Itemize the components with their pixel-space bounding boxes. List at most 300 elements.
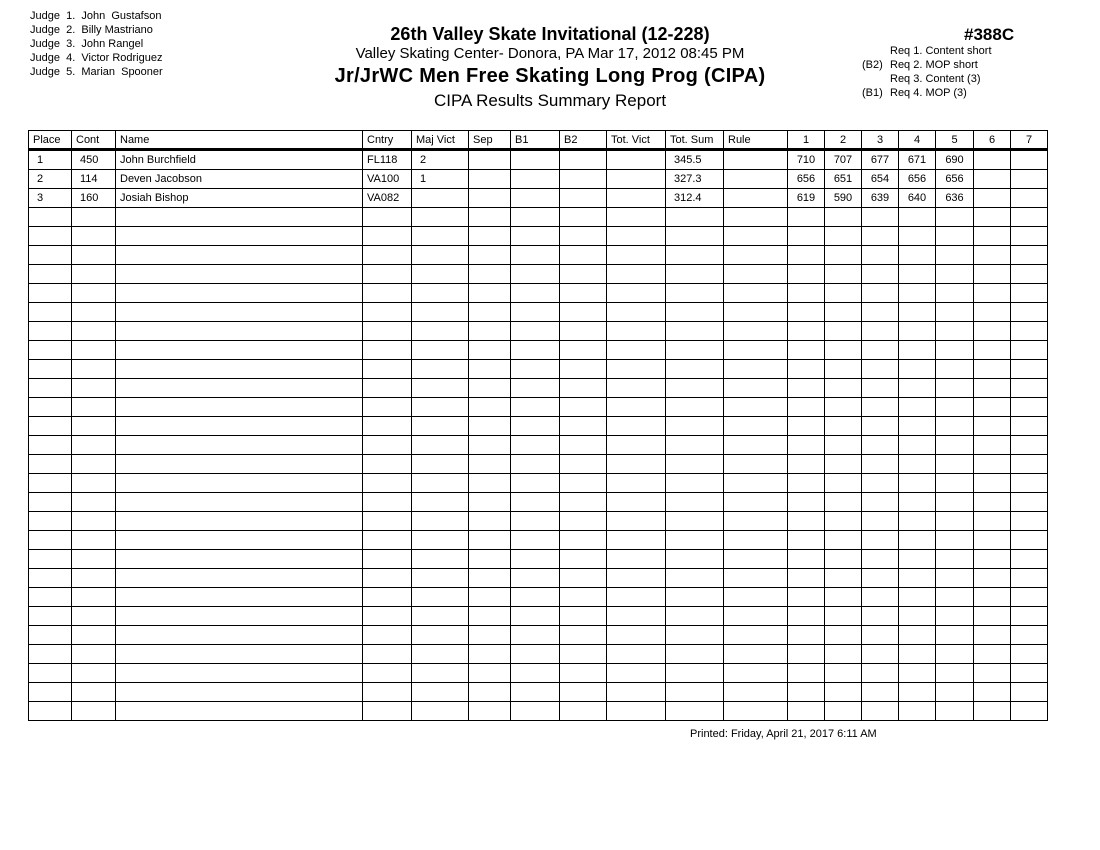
cell-place xyxy=(29,322,72,341)
cell-sep xyxy=(469,170,511,189)
cell-rule xyxy=(724,246,788,265)
cell-cntry xyxy=(363,588,412,607)
requirement-tag: (B1) xyxy=(862,87,883,99)
cell-j4 xyxy=(899,379,936,398)
cell-j1 xyxy=(788,512,825,531)
cell-cntry xyxy=(363,284,412,303)
cell-tot-vict xyxy=(607,246,666,265)
cell-place xyxy=(29,455,72,474)
cell-tot-sum: 345.5 xyxy=(666,150,724,170)
cell-b2 xyxy=(560,417,607,436)
cell-j5 xyxy=(936,303,974,322)
cell-j7 xyxy=(1011,208,1048,227)
cell-j1 xyxy=(788,284,825,303)
cell-maj-vict xyxy=(412,588,469,607)
cell-name xyxy=(116,455,363,474)
cell-j5 xyxy=(936,512,974,531)
cell-tot-vict xyxy=(607,398,666,417)
cell-place xyxy=(29,531,72,550)
cell-rule xyxy=(724,189,788,208)
cell-j5 xyxy=(936,265,974,284)
cell-tot-sum xyxy=(666,436,724,455)
cell-j5 xyxy=(936,664,974,683)
cell-rule xyxy=(724,208,788,227)
cell-cont xyxy=(72,208,116,227)
cell-tot-vict xyxy=(607,645,666,664)
cell-j3 xyxy=(862,455,899,474)
cell-j7 xyxy=(1011,360,1048,379)
cell-j2 xyxy=(825,550,862,569)
cell-j5 xyxy=(936,417,974,436)
cell-rule xyxy=(724,512,788,531)
cell-tot-sum: 327.3 xyxy=(666,170,724,189)
cell-maj-vict xyxy=(412,265,469,284)
cell-name xyxy=(116,436,363,455)
cell-tot-sum xyxy=(666,512,724,531)
cell-maj-vict xyxy=(412,455,469,474)
cell-j4 xyxy=(899,227,936,246)
cell-cont xyxy=(72,379,116,398)
cell-cont xyxy=(72,474,116,493)
cell-maj-vict xyxy=(412,398,469,417)
empty-table-row xyxy=(29,208,1048,227)
cell-cntry xyxy=(363,683,412,702)
cell-j7 xyxy=(1011,607,1048,626)
cell-cont xyxy=(72,303,116,322)
requirement-tag xyxy=(862,44,890,58)
cell-maj-vict xyxy=(412,626,469,645)
cell-j1 xyxy=(788,683,825,702)
col-rule: Rule xyxy=(724,131,788,150)
cell-j7 xyxy=(1011,474,1048,493)
cell-cont xyxy=(72,265,116,284)
cell-place xyxy=(29,284,72,303)
cell-cont xyxy=(72,246,116,265)
empty-table-row xyxy=(29,645,1048,664)
cell-j6 xyxy=(974,683,1011,702)
cell-j1 xyxy=(788,531,825,550)
cell-place xyxy=(29,493,72,512)
cell-cont xyxy=(72,645,116,664)
cell-maj-vict xyxy=(412,322,469,341)
cell-sep xyxy=(469,512,511,531)
cell-j2 xyxy=(825,645,862,664)
cell-rule xyxy=(724,322,788,341)
cell-cntry xyxy=(363,398,412,417)
cell-tot-vict xyxy=(607,150,666,170)
cell-place xyxy=(29,474,72,493)
cell-place xyxy=(29,626,72,645)
cell-tot-vict xyxy=(607,569,666,588)
empty-table-row xyxy=(29,588,1048,607)
cell-j7 xyxy=(1011,150,1048,170)
empty-table-row xyxy=(29,702,1048,721)
cell-j1: 710 xyxy=(788,150,825,170)
cell-place xyxy=(29,569,72,588)
cell-j2 xyxy=(825,588,862,607)
cell-name: Josiah Bishop xyxy=(116,189,363,208)
requirement-tag xyxy=(862,72,890,86)
cell-j3 xyxy=(862,531,899,550)
cell-tot-sum xyxy=(666,341,724,360)
cell-place xyxy=(29,246,72,265)
cell-maj-vict xyxy=(412,645,469,664)
cell-j4 xyxy=(899,303,936,322)
cell-j4 xyxy=(899,360,936,379)
col-judge-7: 7 xyxy=(1011,131,1048,150)
cell-b2 xyxy=(560,208,607,227)
cell-b2 xyxy=(560,284,607,303)
cell-b2 xyxy=(560,664,607,683)
results-table xyxy=(28,130,1048,721)
cell-j3 xyxy=(862,645,899,664)
col-judge-1: 1 xyxy=(788,131,825,150)
category-title: Jr/JrWC Men Free Skating Long Prog (CIPA) xyxy=(334,65,766,87)
cell-j4 xyxy=(899,436,936,455)
cell-j1 xyxy=(788,588,825,607)
cell-j7 xyxy=(1011,379,1048,398)
cell-place xyxy=(29,360,72,379)
cell-maj-vict xyxy=(412,702,469,721)
cell-j4 xyxy=(899,550,936,569)
cell-cntry xyxy=(363,303,412,322)
cell-j7 xyxy=(1011,493,1048,512)
cell-sep xyxy=(469,417,511,436)
cell-tot-vict xyxy=(607,607,666,626)
cell-b1 xyxy=(511,208,560,227)
requirement-1 xyxy=(862,44,992,58)
cell-j7 xyxy=(1011,398,1048,417)
requirement-4 xyxy=(862,86,992,100)
cell-j1 xyxy=(788,265,825,284)
cell-b2 xyxy=(560,645,607,664)
cell-maj-vict xyxy=(412,246,469,265)
cell-tot-sum xyxy=(666,360,724,379)
cell-rule xyxy=(724,455,788,474)
cell-place xyxy=(29,398,72,417)
cell-j2 xyxy=(825,683,862,702)
cell-rule xyxy=(724,436,788,455)
col-judge-4: 4 xyxy=(899,131,936,150)
cell-j3: 654 xyxy=(862,170,899,189)
cell-b2 xyxy=(560,303,607,322)
cell-rule xyxy=(724,170,788,189)
cell-j6 xyxy=(974,322,1011,341)
cell-j1 xyxy=(788,664,825,683)
cell-j6 xyxy=(974,150,1011,170)
cell-sep xyxy=(469,474,511,493)
cell-cont: 450 xyxy=(72,150,116,170)
cell-rule xyxy=(724,569,788,588)
cell-name xyxy=(116,664,363,683)
cell-cont xyxy=(72,455,116,474)
empty-table-row xyxy=(29,436,1048,455)
cell-j1 xyxy=(788,208,825,227)
cell-j6 xyxy=(974,512,1011,531)
cell-sep xyxy=(469,664,511,683)
cell-j5 xyxy=(936,683,974,702)
cell-j6 xyxy=(974,227,1011,246)
cell-cont: 114 xyxy=(72,170,116,189)
cell-sep xyxy=(469,626,511,645)
cell-j2 xyxy=(825,664,862,683)
empty-table-row xyxy=(29,474,1048,493)
cell-tot-vict xyxy=(607,550,666,569)
table-row xyxy=(29,170,1048,189)
cell-b1 xyxy=(511,493,560,512)
cell-place xyxy=(29,550,72,569)
cell-j7 xyxy=(1011,531,1048,550)
cell-cont xyxy=(72,702,116,721)
cell-b2 xyxy=(560,702,607,721)
cell-j6 xyxy=(974,379,1011,398)
cell-b1 xyxy=(511,398,560,417)
judge-2: Judge 2. Billy Mastriano xyxy=(30,24,153,36)
col-tot-sum: Tot. Sum xyxy=(666,131,724,150)
cell-b2 xyxy=(560,170,607,189)
cell-j5 xyxy=(936,645,974,664)
cell-cont xyxy=(72,683,116,702)
cell-j1 xyxy=(788,455,825,474)
cell-name xyxy=(116,569,363,588)
cell-b1 xyxy=(511,170,560,189)
cell-j1 xyxy=(788,702,825,721)
cell-sep xyxy=(469,379,511,398)
cell-j2: 651 xyxy=(825,170,862,189)
cell-tot-vict xyxy=(607,379,666,398)
judge-1: Judge 1. John Gustafson xyxy=(30,10,162,22)
cell-j7 xyxy=(1011,227,1048,246)
cell-rule xyxy=(724,588,788,607)
cell-j3 xyxy=(862,379,899,398)
cell-tot-sum xyxy=(666,417,724,436)
cell-maj-vict: 2 xyxy=(412,150,469,170)
cell-j2 xyxy=(825,607,862,626)
cell-tot-sum xyxy=(666,702,724,721)
cell-j2 xyxy=(825,417,862,436)
cell-b2 xyxy=(560,246,607,265)
col-b2: B2 xyxy=(560,131,607,150)
cell-name xyxy=(116,379,363,398)
cell-rule xyxy=(724,265,788,284)
cell-j3 xyxy=(862,474,899,493)
cell-maj-vict xyxy=(412,284,469,303)
cell-j5 xyxy=(936,436,974,455)
cell-j4 xyxy=(899,493,936,512)
cell-maj-vict xyxy=(412,360,469,379)
cell-cont xyxy=(72,341,116,360)
cell-j3 xyxy=(862,360,899,379)
cell-j1 xyxy=(788,569,825,588)
cell-place xyxy=(29,512,72,531)
cell-j3 xyxy=(862,588,899,607)
cell-b1 xyxy=(511,588,560,607)
judge-4: Judge 4. Victor Rodriguez xyxy=(30,52,163,64)
cell-tot-vict xyxy=(607,284,666,303)
event-title: 26th Valley Skate Invitational (12-228) xyxy=(390,24,710,44)
cell-name xyxy=(116,208,363,227)
cell-b1 xyxy=(511,569,560,588)
cell-j3 xyxy=(862,493,899,512)
empty-table-row xyxy=(29,493,1048,512)
cell-rule xyxy=(724,531,788,550)
empty-table-row xyxy=(29,626,1048,645)
cell-sep xyxy=(469,569,511,588)
cell-j7 xyxy=(1011,284,1048,303)
cell-j5 xyxy=(936,284,974,303)
cell-cntry xyxy=(363,550,412,569)
cell-cont xyxy=(72,550,116,569)
cell-place xyxy=(29,417,72,436)
cell-place xyxy=(29,645,72,664)
cell-j6 xyxy=(974,341,1011,360)
cell-cont xyxy=(72,588,116,607)
cell-j3 xyxy=(862,341,899,360)
cell-j2 xyxy=(825,569,862,588)
cell-j1 xyxy=(788,626,825,645)
cell-cntry xyxy=(363,664,412,683)
cell-j3 xyxy=(862,702,899,721)
cell-cntry xyxy=(363,227,412,246)
cell-b2 xyxy=(560,455,607,474)
cell-cntry xyxy=(363,569,412,588)
cell-j5 xyxy=(936,626,974,645)
cell-cntry: VA082 xyxy=(363,189,412,208)
cell-cont xyxy=(72,569,116,588)
cell-name xyxy=(116,683,363,702)
cell-j7 xyxy=(1011,645,1048,664)
cell-j6 xyxy=(974,265,1011,284)
cell-tot-vict xyxy=(607,493,666,512)
cell-b2 xyxy=(560,512,607,531)
cell-j5 xyxy=(936,246,974,265)
cell-rule xyxy=(724,474,788,493)
cell-name xyxy=(116,341,363,360)
empty-table-row xyxy=(29,664,1048,683)
cell-j4 xyxy=(899,569,936,588)
cell-j6 xyxy=(974,474,1011,493)
cell-name xyxy=(116,303,363,322)
cell-j7 xyxy=(1011,417,1048,436)
cell-j4 xyxy=(899,398,936,417)
cell-rule xyxy=(724,417,788,436)
cell-name xyxy=(116,284,363,303)
cell-cntry xyxy=(363,246,412,265)
cell-tot-sum xyxy=(666,474,724,493)
cell-j1 xyxy=(788,607,825,626)
col-b1: B1 xyxy=(511,131,560,150)
cell-tot-sum xyxy=(666,607,724,626)
cell-sep xyxy=(469,360,511,379)
empty-table-row xyxy=(29,360,1048,379)
empty-table-row xyxy=(29,683,1048,702)
cell-j5 xyxy=(936,322,974,341)
cell-maj-vict xyxy=(412,208,469,227)
cell-sep xyxy=(469,189,511,208)
cell-j7 xyxy=(1011,626,1048,645)
judge-5: Judge 5. Marian Spooner xyxy=(30,66,163,78)
cell-j6 xyxy=(974,417,1011,436)
cell-j6 xyxy=(974,569,1011,588)
cell-j2 xyxy=(825,246,862,265)
cell-j3 xyxy=(862,569,899,588)
cell-rule xyxy=(724,360,788,379)
cell-j5: 636 xyxy=(936,189,974,208)
cell-j3: 677 xyxy=(862,150,899,170)
cell-rule xyxy=(724,607,788,626)
cell-tot-vict xyxy=(607,436,666,455)
empty-table-row xyxy=(29,512,1048,531)
cell-j2 xyxy=(825,208,862,227)
cell-cntry xyxy=(363,645,412,664)
empty-table-row xyxy=(29,265,1048,284)
cell-j7 xyxy=(1011,170,1048,189)
cell-name xyxy=(116,493,363,512)
cell-maj-vict xyxy=(412,512,469,531)
cell-maj-vict xyxy=(412,417,469,436)
cell-maj-vict xyxy=(412,436,469,455)
cell-j7 xyxy=(1011,550,1048,569)
cell-name xyxy=(116,588,363,607)
cell-sep xyxy=(469,150,511,170)
empty-table-row xyxy=(29,417,1048,436)
cell-cont xyxy=(72,493,116,512)
cell-tot-vict xyxy=(607,189,666,208)
cell-j1 xyxy=(788,493,825,512)
cell-tot-vict xyxy=(607,664,666,683)
cell-place xyxy=(29,341,72,360)
table-body xyxy=(29,150,1048,721)
cell-tot-sum xyxy=(666,208,724,227)
cell-b2 xyxy=(560,550,607,569)
cell-j1 xyxy=(788,417,825,436)
cell-b1 xyxy=(511,512,560,531)
cell-name xyxy=(116,626,363,645)
cell-sep xyxy=(469,455,511,474)
cell-cntry xyxy=(363,626,412,645)
cell-j3 xyxy=(862,683,899,702)
cell-j4 xyxy=(899,683,936,702)
cell-rule xyxy=(724,398,788,417)
cell-cont xyxy=(72,284,116,303)
cell-j5 xyxy=(936,569,974,588)
cell-rule xyxy=(724,379,788,398)
cell-j6 xyxy=(974,189,1011,208)
cell-j6 xyxy=(974,246,1011,265)
cell-cont xyxy=(72,626,116,645)
cell-tot-vict xyxy=(607,360,666,379)
cell-j4 xyxy=(899,474,936,493)
cell-j3 xyxy=(862,436,899,455)
cell-j7 xyxy=(1011,265,1048,284)
cell-sep xyxy=(469,208,511,227)
cell-maj-vict: 1 xyxy=(412,170,469,189)
cell-j7 xyxy=(1011,569,1048,588)
cell-j1 xyxy=(788,322,825,341)
cell-j1 xyxy=(788,303,825,322)
cell-cntry xyxy=(363,607,412,626)
empty-table-row xyxy=(29,550,1048,569)
cell-tot-sum xyxy=(666,227,724,246)
cell-rule xyxy=(724,493,788,512)
cell-sep xyxy=(469,436,511,455)
cell-j1 xyxy=(788,341,825,360)
col-judge-3: 3 xyxy=(862,131,899,150)
cell-tot-sum xyxy=(666,569,724,588)
cell-b2 xyxy=(560,398,607,417)
cell-rule xyxy=(724,341,788,360)
cell-j4 xyxy=(899,588,936,607)
